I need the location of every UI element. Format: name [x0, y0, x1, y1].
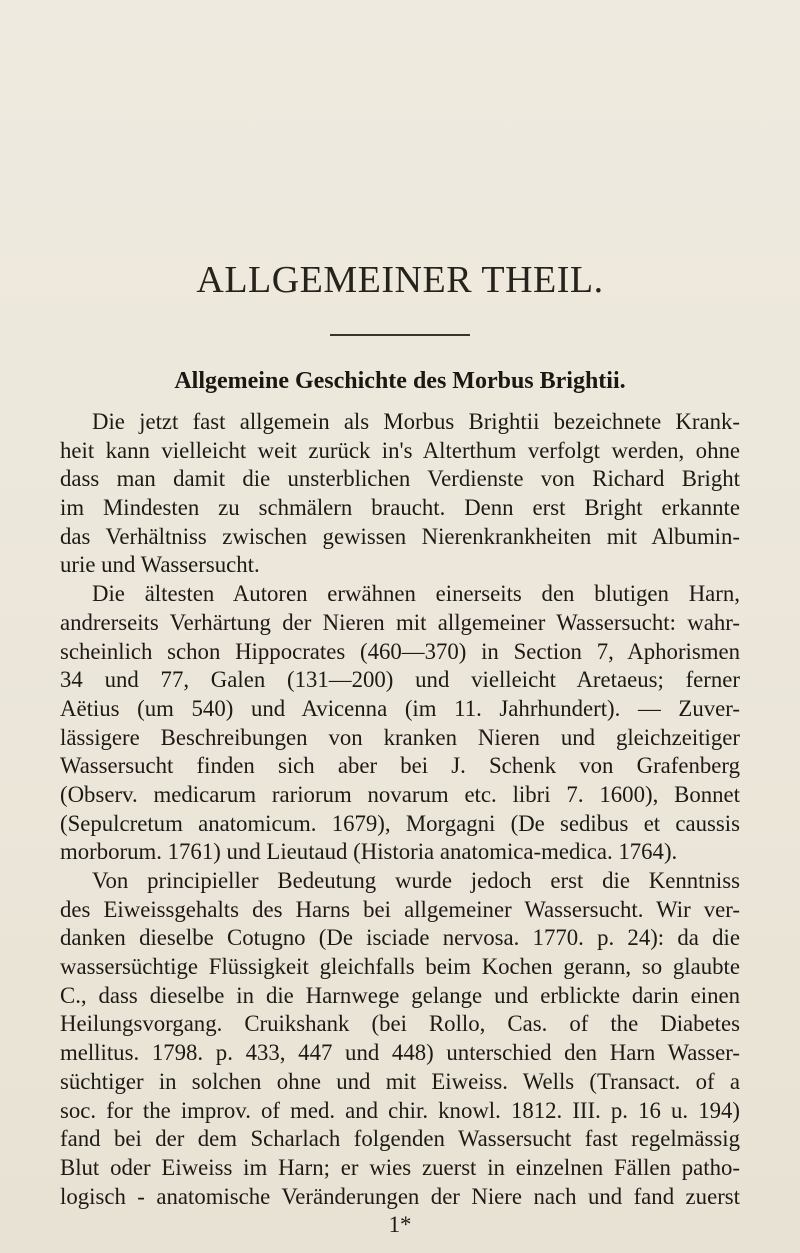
text-line: Die ältesten Autoren erwähnen einerseits den blutigen Harn, [92, 581, 740, 607]
text-line: C., dass dieselbe in die Harnwege gelange und erblickte darin einen [60, 982, 740, 1008]
text-line: mellitus. 1798. p. 433, 447 und 448) unterschied den Harn Wasser- [60, 1040, 740, 1066]
text-line: (Sepulcretum anatomicum. 1679), Morgagni (De sedibus et caussis [60, 810, 740, 836]
section-heading: Allgemeine Geschichte des Morbus Brightii. [174, 368, 626, 394]
text-line: im Mindesten zu schmälern braucht. Denn erst Bright erkannte [60, 495, 740, 521]
signature-mark: 1* [388, 1212, 412, 1238]
text-line: soc. for the improv. of med. and chir. knowl. 1812. III. p. 16 u. 194) [60, 1097, 740, 1123]
text-line: urie und Wassersucht. [60, 552, 260, 578]
text-line: logisch - anatomische Veränderungen der Niere nach und fand zuerst [60, 1183, 740, 1209]
text-line: das Verhältniss zwischen gewissen Nierenkrankheiten mit Albumin- [60, 523, 740, 549]
text-line: fand bei der dem Scharlach folgenden Wassersucht fast regelmässig [60, 1126, 740, 1152]
text-line: scheinlich schon Hippocrates (460—370) in Section 7, Aphorismen [60, 638, 740, 664]
text-line: wassersüchtige Flüssigkeit gleichfalls beim Kochen gerann, so glaubte [60, 954, 740, 980]
text-line: Wassersucht finden sich aber bei J. Schenk von Grafenberg [60, 753, 740, 779]
title-divider [330, 334, 470, 336]
text-line: 34 und 77, Galen (131—200) und vielleicht Aretaeus; ferner [60, 667, 740, 693]
text-line: Die jetzt fast allgemein als Morbus Brightii bezeichnete Krank- [92, 409, 740, 434]
text-line: andrerseits Verhärtung der Nieren mit allgemeiner Wassersucht: wahr- [60, 609, 740, 635]
text-line: Von principieller Bedeutung wurde jedoch erst die Kenntniss [92, 868, 740, 893]
part-title: ALLGEMEINER THEIL. [196, 259, 604, 301]
text-line: Blut oder Eiweiss im Harn; er wies zuerst in einzelnen Fällen patho- [60, 1154, 740, 1180]
text-line: dass man damit die unsterblichen Verdienste von Richard Bright [60, 466, 740, 492]
text-line: lässigere Beschreibungen von kranken Nieren und gleichzeitiger [60, 724, 740, 750]
body-text [60, 408, 740, 1240]
text-line: des Eiweissgehalts des Harns bei allgemeiner Wassersucht. Wir ver- [60, 896, 740, 922]
text-line: (Observ. medicarum rariorum novarum etc. libri 7. 1600), Bonnet [60, 781, 740, 807]
text-line: Heilungsvorgang. Cruikshank (bei Rollo, Cas. of the Diabetes [60, 1011, 740, 1037]
text-line: morborum. 1761) und Lieutaud (Historia anatomica-medica. 1764). [60, 839, 678, 865]
text-line: süchtiger in solchen ohne und mit Eiweiss. Wells (Transact. of a [60, 1068, 740, 1094]
text-line: heit kann vielleicht weit zurück in's Alterthum verfolgt werden, ohne [60, 437, 740, 463]
text-line: danken dieselbe Cotugno (De isciade nervosa. 1770. p. 24): da die [60, 925, 740, 951]
text-line: Aëtius (um 540) und Avicenna (im 11. Jahrhundert). — Zuver- [60, 695, 740, 721]
